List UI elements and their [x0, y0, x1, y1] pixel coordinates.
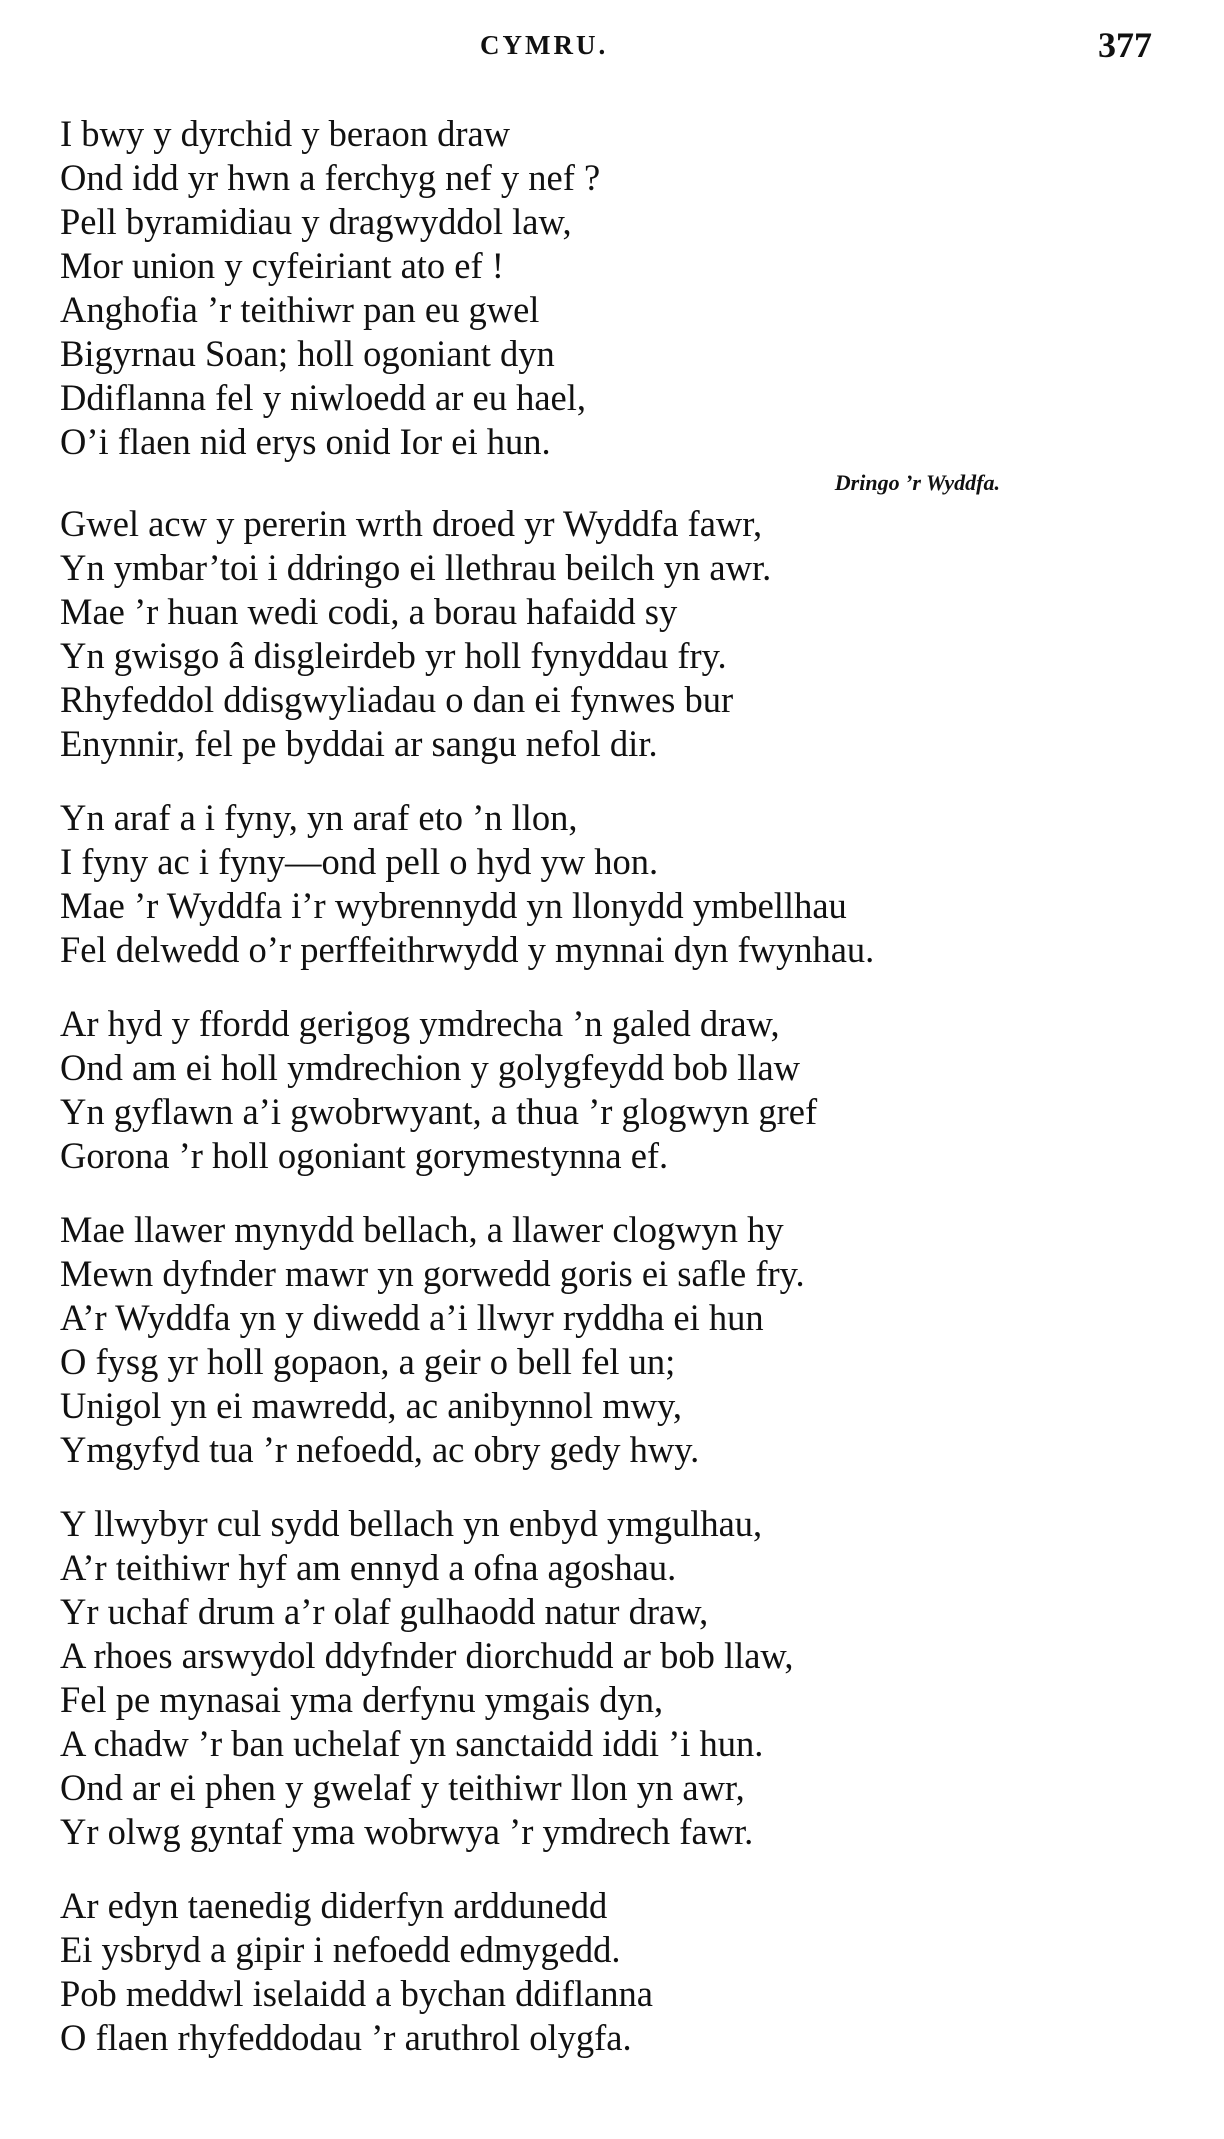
stanza	[60, 502, 1200, 766]
verse-line: O fysg yr holl gopaon, a geir o bell fel un;	[60, 1341, 676, 1382]
stanza	[60, 1002, 1200, 1178]
verse-line: Ar edyn taenedig diderfyn arddunedd	[60, 1885, 608, 1926]
verse-line: Rhyfeddol ddisgwyliadau o dan ei fynwes bur	[60, 679, 734, 720]
verse-line: Mae llawer mynydd bellach, a llawer clogwyn hy	[60, 1209, 784, 1250]
verse-line: Mor union y cyfeiriant ato ef !	[60, 245, 504, 286]
stanza	[60, 112, 1200, 464]
verse-line: Yn gwisgo â disgleirdeb yr holl fynyddau fry.	[60, 635, 727, 676]
verse-line: Pob meddwl iselaidd a bychan ddiflanna	[60, 1973, 653, 2014]
verse-line: Yn araf a i fyny, yn araf eto ’n llon,	[60, 797, 578, 838]
verse-line: Mewn dyfnder mawr yn gorwedd goris ei safle fry.	[60, 1253, 805, 1294]
verse-line: Fel delwedd o’r perffeithrwydd y mynnai dyn fwynhau.	[60, 929, 875, 970]
verse-line: Ond ar ei phen y gwelaf y teithiwr llon yn awr,	[60, 1767, 745, 1808]
stanza	[60, 796, 1200, 972]
verse-line: Fel pe mynasai yma derfynu ymgais dyn,	[60, 1679, 664, 1720]
verse-line: O flaen rhyfeddodau ’r aruthrol olygfa.	[60, 2017, 632, 2058]
verse-line: A’r teithiwr hyf am ennyd a ofna agoshau.	[60, 1547, 677, 1588]
stanza	[60, 1884, 1200, 2060]
verse-line: A chadw ’r ban uchelaf yn sanctaidd iddi ’i hun.	[60, 1723, 764, 1764]
poem-body	[60, 112, 1200, 2060]
verse-line: Ond am ei holl ymdrechion y golygfeydd bob llaw	[60, 1047, 800, 1088]
stanza	[60, 1502, 1200, 1854]
verse-line: Ond idd yr hwn a ferchyg nef y nef ?	[60, 157, 601, 198]
verse-line: Bigyrnau Soan; holl ogoniant dyn	[60, 333, 555, 374]
verse-line: A rhoes arswydol ddyfnder diorchudd ar bob llaw,	[60, 1635, 794, 1676]
verse-line: Yr olwg gyntaf yma wobrwya ’r ymdrech fawr.	[60, 1811, 754, 1852]
verse-line: Gwel acw y pererin wrth droed yr Wyddfa fawr,	[60, 503, 763, 544]
verse-line: Yn ymbar’toi i ddringo ei llethrau beilch yn awr.	[60, 547, 772, 588]
stanza-gap	[60, 972, 1200, 1002]
verse-line: Ar hyd y ffordd gerigog ymdrecha ’n galed draw,	[60, 1003, 780, 1044]
verse-line: Ymgyfyd tua ’r nefoedd, ac obry gedy hwy.	[60, 1429, 700, 1470]
verse-line: Yr uchaf drum a’r olaf gulhaodd natur draw,	[60, 1591, 709, 1632]
stanza-gap	[60, 1178, 1200, 1208]
page-number: 377	[1098, 25, 1152, 65]
verse-line: I bwy y dyrchid y beraon draw	[60, 113, 511, 154]
verse-line: Anghofia ’r teithiwr pan eu gwel	[60, 289, 540, 330]
stanza-gap	[60, 1472, 1200, 1502]
verse-line: I fyny ac i fyny—ond pell o hyd yw hon.	[60, 841, 659, 882]
verse-line: Yn gyflawn a’i gwobrwyant, a thua ’r glogwyn gref	[60, 1091, 818, 1132]
verse-line: Mae ’r huan wedi codi, a borau hafaidd sy	[60, 591, 678, 632]
verse-line: A’r Wyddfa yn y diwedd a’i llwyr ryddha ei hun	[60, 1297, 764, 1338]
stanza-gap	[60, 1854, 1200, 1884]
stanza-gap	[60, 766, 1200, 796]
verse-line: Pell byramidiau y dragwyddol law,	[60, 201, 572, 242]
stanza	[60, 1208, 1200, 1472]
verse-line: O’i flaen nid erys onid Ior ei hun.	[60, 421, 551, 462]
section-title: Dringo ’r Wyddfa.	[834, 470, 1000, 495]
verse-line: Ddiflanna fel y niwloedd ar eu hael,	[60, 377, 587, 418]
verse-line: Enynnir, fel pe byddai ar sangu nefol dir.	[60, 723, 658, 764]
verse-line: Gorona ’r holl ogoniant gorymestynna ef.	[60, 1135, 669, 1176]
verse-line: Mae ’r Wyddfa i’r wybrennydd yn llonydd ymbellhau	[60, 885, 847, 926]
verse-line: Y llwybyr cul sydd bellach yn enbyd ymgulhau,	[60, 1503, 763, 1544]
verse-line: Ei ysbryd a gipir i nefoedd edmygedd.	[60, 1929, 621, 1970]
verse-line: Unigol yn ei mawredd, ac anibynnol mwy,	[60, 1385, 683, 1426]
running-head: CYMRU.	[480, 30, 609, 60]
